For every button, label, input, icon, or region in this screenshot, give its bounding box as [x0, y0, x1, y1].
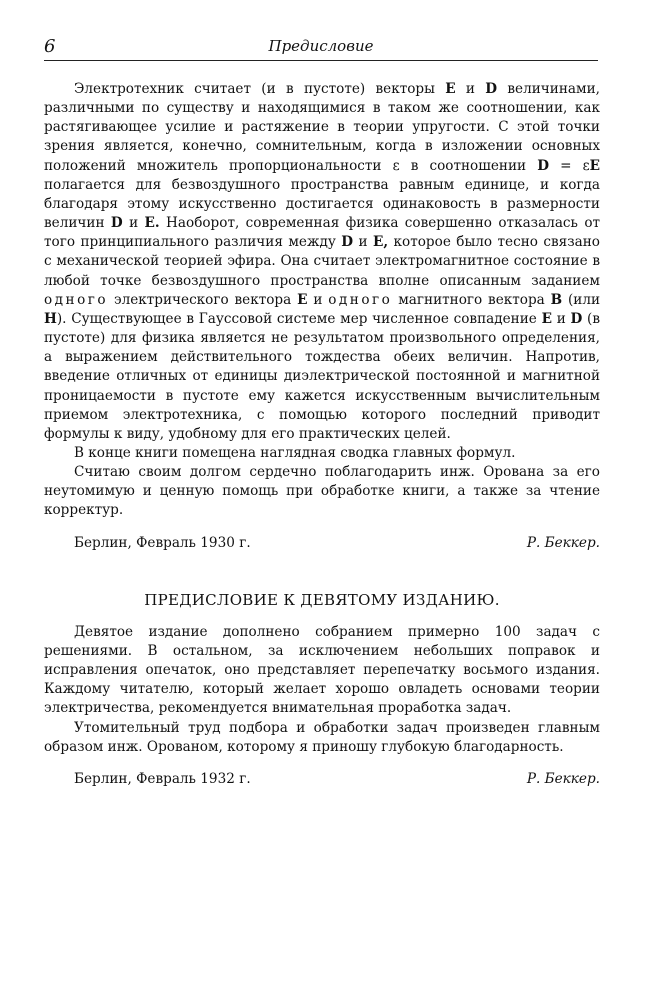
- vector-symbol: D: [537, 157, 549, 174]
- text-segment: Электротехник считает (и в пустоте) векторы: [74, 81, 435, 97]
- vector-symbol: E,: [373, 234, 389, 251]
- text-segment: и: [358, 234, 368, 251]
- paragraph-formula-summary: В конце книги помещена наглядная сводка главных формул.: [74, 444, 516, 461]
- signature-place-date: Берлин, Февраль 1930 г.: [74, 534, 251, 551]
- text-segment: которое было тесно связано с механической теорией эфира. Она считает электромагнитное состояние в любой точке безвоздушного пространства вполне описанным заданием: [44, 234, 600, 289]
- vector-symbol: E: [445, 81, 456, 97]
- spaced-emphasis: одного: [328, 291, 393, 308]
- paragraph-problems-credit: Утомительный труд подбора и обработки задач произведен главным образом инж. Орованом, которому я приношу глубокую благодарность.: [44, 719, 600, 755]
- text-segment: и: [556, 310, 566, 327]
- text-segment: (в пустоте) для физика является не результатом произвольного определения, а выражением действительного тождества обеих величин. Напротив, введение отличных от единицы диэлектрической постоянной и магнитной проницаемости в пустоте ему кажется искусственным вычислительным приемом электротехника, с помощью которого последний приводит формулы к виду, удобному для его практических целей.: [44, 310, 601, 442]
- vector-symbol: D: [341, 234, 354, 251]
- vector-symbol: B: [550, 291, 563, 308]
- section-heading-ninth-edition: ПРЕДИСЛОВИЕ К ДЕВЯТОМУ ИЗДАНИЮ.: [144, 590, 500, 609]
- text-segment: (или: [567, 291, 601, 308]
- text-segment: и: [313, 291, 323, 308]
- vector-symbol: H: [44, 310, 57, 327]
- running-title: Предисловие: [268, 37, 374, 55]
- text-segment: Наоборот, современная физика совершенно отказалась от того принципиального различия между: [44, 215, 601, 251]
- signature-1932: [44, 770, 600, 789]
- vector-symbol: E.: [144, 215, 160, 232]
- vector-symbol: D: [110, 215, 123, 232]
- equation-part: = ε: [549, 157, 590, 174]
- text-segment: и: [129, 215, 139, 232]
- signature-author: Р. Беккер.: [526, 534, 600, 551]
- vector-symbol: D: [485, 81, 498, 97]
- paragraph-acknowledgement: Считаю своим долгом сердечно поблагодарить инж. Орована за его неутомимую и ценную помощь при обработке книги, а также за чтение корректур.: [44, 464, 600, 519]
- paragraph-ninth-edition: Девятое издание дополнено собранием примерно 100 задач с решениями. В остальном, за исключением небольших поправок и исправления опечаток, оно представляет перепечатку восьмого издания. Каждому читателю, который желает хорошо овладеть основами теории электричества, рекомендуется внимательная проработка задач.: [44, 623, 600, 717]
- signature-author: Р. Беккер.: [526, 770, 600, 787]
- text-segment: полагается для безвоздушного пространства равным единице, и когда благодаря этому искусственно достигается одинаковость в размерности величин: [44, 176, 600, 232]
- text-segment: магнитного вектора: [398, 291, 545, 308]
- running-head: [44, 36, 598, 61]
- vector-symbol: E: [541, 310, 552, 327]
- spaced-emphasis: одного: [44, 291, 109, 308]
- page-number: 6: [44, 36, 56, 57]
- text-segment: электрического вектора: [113, 291, 292, 308]
- text-segment: и: [465, 81, 475, 97]
- body-text: [44, 80, 600, 789]
- signature-place-date: Берлин, Февраль 1932 г.: [74, 770, 251, 787]
- paragraph-units-discussion: [44, 80, 600, 444]
- vector-symbol: E: [297, 291, 308, 308]
- signature-1930: [44, 534, 600, 553]
- vector-symbol: D: [570, 310, 583, 327]
- text-segment: величинами, различными по существу и находящимися в таком же соотношении, как растягивающее усилие и растяжение в теории упругости. С этой точки зрения является, конечно, сомнительным, когда в изложении основных положений множитель пропорциональности ε в соотношении: [44, 81, 600, 174]
- vector-symbol: E: [589, 157, 601, 174]
- text-segment: ). Существующее в Гауссовой системе мер численное совпадение: [56, 310, 537, 327]
